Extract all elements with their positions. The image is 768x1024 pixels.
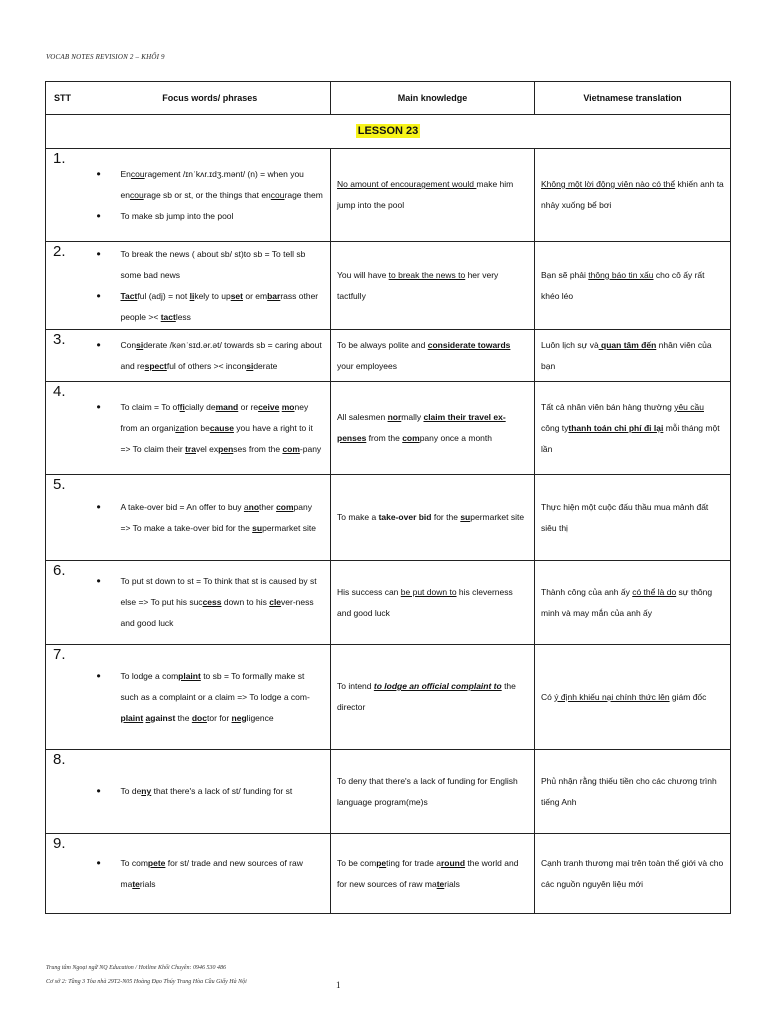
- text-run: fi: [179, 401, 185, 412]
- text-run: His success can: [337, 586, 401, 597]
- text-run: cou: [129, 189, 144, 200]
- main-knowledge-cell: [331, 242, 535, 330]
- col-header-vietnamese: Vietnamese translation: [535, 82, 731, 115]
- focus-item: [90, 397, 325, 460]
- row-number: 2.: [46, 242, 90, 330]
- text-run: take-over bid: [378, 512, 432, 522]
- table-row: [46, 149, 731, 242]
- text-run: to break the news to: [388, 269, 466, 280]
- text-run: your employees: [337, 360, 398, 371]
- text-run: ses from the: [233, 443, 283, 454]
- main-knowledge-cell: [331, 645, 535, 750]
- text-run: cle: [269, 597, 282, 607]
- text-run: cially de: [184, 401, 216, 412]
- text-run: pany => To make a take-over bid for the: [120, 501, 312, 533]
- text-run: To com: [120, 857, 148, 868]
- text-run: No amount of encouragement would: [337, 179, 477, 189]
- text-run: giám đốc: [669, 691, 707, 702]
- text-run: set: [230, 290, 243, 301]
- vietnamese-translation-cell: [535, 149, 731, 242]
- text-run: rials: [444, 878, 460, 889]
- text-run: tor for: [206, 712, 232, 723]
- text-run: ligence: [246, 712, 274, 723]
- text-run: cou: [130, 168, 145, 179]
- text-run: his cleverness and good luck: [337, 586, 513, 618]
- text-run: nhân viên của bạn: [541, 339, 712, 371]
- focus-item: [90, 781, 325, 802]
- text-run: claim their travel ex-penses: [337, 412, 506, 443]
- text-run: te: [132, 878, 140, 889]
- text-run: pete: [147, 857, 166, 868]
- text-run: ceive: [258, 401, 280, 412]
- main-knowledge-cell: [331, 475, 535, 561]
- text-run: cou: [270, 189, 285, 200]
- text-run: ting for trade a: [386, 857, 441, 868]
- text-run: or re: [238, 401, 259, 412]
- text-run: rage them: [284, 189, 323, 200]
- text-run: To be com: [337, 857, 377, 868]
- table-row: [46, 645, 731, 750]
- text-run: To make sb jump into the pool: [120, 210, 234, 221]
- text-run: mand: [215, 401, 239, 412]
- focus-item: [90, 571, 325, 634]
- text-run: gainst: [150, 712, 176, 723]
- text-run: to lodge an official complaint to: [373, 681, 502, 691]
- text-run: li: [189, 290, 195, 301]
- text-run: To deny that there's a lack of funding for English language program(me)s: [337, 775, 518, 807]
- vietnamese-translation-cell: [535, 242, 731, 330]
- col-header-focus: Focus words/ phrases: [90, 82, 331, 115]
- text-run: có thể là do: [632, 586, 677, 597]
- text-run: ful (adj) = not: [137, 290, 190, 301]
- focus-item: [90, 335, 325, 377]
- text-run: Bạn sẽ phải: [541, 269, 589, 280]
- text-run: To de: [120, 786, 142, 796]
- text-run: Không một lời động viên nào có thể: [541, 179, 676, 189]
- footer-hotline: Trung tâm Ngoại ngữ NQ Education / Hotline Khối Chuyên: 0946 530 486: [46, 965, 226, 971]
- text-run: A take-over bid = An offer to buy: [120, 501, 244, 512]
- table-header-row: [46, 82, 731, 115]
- text-run: To put st down to st = To think that st is caused by st else => To put his suc: [120, 576, 317, 607]
- table-row: [46, 561, 731, 645]
- text-run: round: [440, 857, 466, 868]
- text-run: Có: [541, 691, 555, 702]
- text-run: rials: [139, 878, 156, 889]
- text-run: khiến anh ta nhảy xuống bể bơi: [541, 179, 724, 210]
- text-run: permarket site: [470, 512, 525, 522]
- text-run: quan tâm đến: [598, 339, 657, 350]
- text-run: ney from an organi: [120, 401, 309, 433]
- text-run: her very tactfully: [337, 269, 499, 301]
- text-run: si: [136, 339, 144, 350]
- text-run: thông báo tin xấu: [588, 269, 654, 280]
- focus-cell: [90, 330, 331, 382]
- focus-cell: [90, 750, 331, 834]
- text-run: Phủ nhận rằng thiếu tiền cho các chương trình tiếng Anh: [541, 775, 717, 807]
- footer-address: Cơ sở 2: Tầng 3 Tòa nhà 29T2-N05 Hoàng Đạo Thúy Trung Hòa Cầu Giấy Hà Nội: [46, 979, 247, 985]
- focus-item: [90, 497, 325, 539]
- focus-cell: [90, 561, 331, 645]
- text-run: To make a: [337, 512, 379, 522]
- text-run: ý định khiếu nại chính thức lên: [554, 691, 670, 702]
- text-run: make him jump into the pool: [337, 179, 514, 210]
- text-run: ny: [141, 786, 152, 796]
- main-knowledge-cell: [331, 149, 535, 242]
- text-run: com: [402, 433, 420, 443]
- text-run: or em: [243, 290, 268, 301]
- vietnamese-translation-cell: [535, 834, 731, 914]
- text-run: -pany: [299, 443, 322, 454]
- focus-item: [90, 164, 325, 206]
- text-run: You will have: [337, 269, 389, 280]
- vietnamese-translation-cell: [535, 382, 731, 475]
- table-row: [46, 475, 731, 561]
- text-run: the: [175, 712, 192, 723]
- text-run: no: [248, 501, 260, 512]
- text-run: mo: [281, 401, 295, 412]
- text-run: tact: [160, 311, 176, 322]
- text-run: Thực hiện một cuộc đấu thầu mua mảnh đất siêu thị: [541, 501, 709, 533]
- table-row: [46, 834, 731, 914]
- text-run: Cạnh tranh thương mại trên toàn thế giới và cho các nguồn nguyên liệu mới: [541, 857, 724, 889]
- text-run: that there's a lack of st/ funding for st: [151, 786, 293, 796]
- text-run: rage sb or st, or the things that en: [143, 189, 271, 200]
- text-run: To be always polite and: [337, 339, 428, 350]
- text-run: To lodge a com: [120, 670, 179, 681]
- text-run: cho cô ấy rất khéo léo: [541, 269, 705, 301]
- text-run: si: [246, 360, 254, 371]
- focus-cell: [90, 149, 331, 242]
- text-run: cause: [209, 422, 234, 433]
- lesson-row: [46, 115, 731, 149]
- text-run: com: [276, 501, 294, 512]
- focus-cell: [90, 242, 331, 330]
- text-run: com: [282, 443, 300, 454]
- text-run: To break the news ( about sb/ st)to sb = To tell sb some bad news: [120, 248, 306, 280]
- text-run: from the: [366, 433, 403, 443]
- text-run: Con: [120, 339, 137, 350]
- text-run: yêu cầu: [674, 401, 704, 412]
- vocab-table: [45, 81, 731, 914]
- table-row: [46, 242, 731, 330]
- text-run: derate /kənˈsɪd.ər.ət/ towards sb = caring about and re: [120, 339, 322, 371]
- focus-cell: [90, 382, 331, 475]
- text-run: ful of others >< incon: [166, 360, 247, 371]
- vietnamese-translation-cell: [535, 330, 731, 382]
- text-run: the director: [337, 681, 516, 712]
- main-knowledge-cell: [331, 834, 535, 914]
- row-number: 3.: [46, 330, 90, 382]
- focus-cell: [90, 834, 331, 914]
- row-number: 5.: [46, 475, 90, 561]
- text-run: less: [175, 311, 191, 322]
- text-run: sự thông minh và may mắn của anh ấy: [541, 586, 713, 618]
- text-run: mally: [401, 412, 424, 422]
- table-row: [46, 382, 731, 475]
- text-run: ther: [259, 501, 277, 512]
- text-run: you have a right to it => To claim their: [120, 422, 313, 454]
- text-run: doc: [191, 712, 207, 723]
- row-number: 6.: [46, 561, 90, 645]
- row-number: 1.: [46, 149, 90, 242]
- table-row: [46, 750, 731, 834]
- text-run: a: [145, 712, 151, 723]
- row-number: 7.: [46, 645, 90, 750]
- vietnamese-translation-cell: [535, 475, 731, 561]
- text-run: pe: [376, 857, 387, 868]
- focus-item: [90, 853, 325, 895]
- main-knowledge-cell: [331, 750, 535, 834]
- text-run: for the: [431, 512, 461, 522]
- page-number: 1: [336, 980, 341, 990]
- text-run: tion be: [184, 422, 210, 433]
- vietnamese-translation-cell: [535, 750, 731, 834]
- text-run: to sb = To formally make st such as a complaint or a claim => To lodge a com-: [120, 670, 310, 702]
- text-run: thanh toán chi phí đi lại: [568, 422, 664, 433]
- text-run: To claim = To of: [120, 401, 180, 412]
- focus-item: [90, 244, 325, 286]
- text-run: za: [175, 422, 185, 433]
- text-run: En: [120, 168, 131, 179]
- text-run: be put down to: [400, 586, 457, 597]
- text-run: To intend: [337, 681, 374, 691]
- table-row: [46, 330, 731, 382]
- row-number: 8.: [46, 750, 90, 834]
- text-run: nor: [387, 412, 402, 422]
- text-run: công ty: [541, 422, 569, 433]
- text-run: te: [436, 878, 445, 889]
- text-run: Tact: [120, 290, 138, 301]
- focus-item: [90, 286, 325, 328]
- col-header-stt: STT: [46, 82, 90, 115]
- text-run: derate: [253, 360, 278, 371]
- text-run: rass other people ><: [120, 290, 319, 322]
- text-run: Luôn lịch sự và: [541, 339, 599, 350]
- text-run: Tất cả nhân viên bán hàng thường: [541, 401, 675, 412]
- text-run: bar: [267, 290, 281, 301]
- text-run: ver-ness and good luck: [120, 597, 314, 628]
- text-run: cess: [202, 597, 222, 607]
- text-run: spect: [144, 360, 167, 371]
- col-header-main: Main knowledge: [331, 82, 535, 115]
- lesson-title: LESSON 23: [357, 125, 419, 137]
- text-run: considerate towards: [427, 339, 511, 350]
- focus-item: [90, 206, 325, 227]
- focus-cell: [90, 645, 331, 750]
- text-run: down to his: [221, 597, 270, 607]
- text-run: permarket site: [262, 522, 316, 533]
- main-knowledge-cell: [331, 561, 535, 645]
- row-number: 4.: [46, 382, 90, 475]
- vietnamese-translation-cell: [535, 561, 731, 645]
- text-run: tra: [185, 443, 196, 454]
- text-run: plaint: [120, 712, 144, 723]
- text-run: the world and for new sources of raw ma: [337, 857, 519, 889]
- text-run: a: [243, 501, 249, 512]
- vietnamese-translation-cell: [535, 645, 731, 750]
- main-knowledge-cell: [331, 382, 535, 475]
- text-run: pen: [218, 443, 234, 454]
- text-run: for st/ trade and new sources of raw ma: [120, 857, 303, 889]
- text-run: kely to up: [194, 290, 231, 301]
- text-run: su: [460, 512, 471, 522]
- text-run: mỗi tháng một lần: [541, 422, 720, 454]
- text-run: neg: [231, 712, 247, 723]
- text-run: pany once a month: [419, 433, 492, 443]
- text-run: ragement /ɪnˈkʌr.ɪdʒ.mənt/ (n) = when you en: [120, 168, 304, 200]
- text-run: Thành công của anh ấy: [541, 586, 633, 597]
- text-run: plaint: [178, 670, 201, 681]
- main-knowledge-cell: [331, 330, 535, 382]
- text-run: su: [252, 522, 263, 533]
- row-number: 9.: [46, 834, 90, 914]
- text-run: vel ex: [195, 443, 219, 454]
- focus-item: [90, 666, 325, 729]
- focus-cell: [90, 475, 331, 561]
- text-run: All salesmen: [337, 412, 388, 422]
- document-header: VOCAB NOTES REVISION 2 – KHỐI 9: [46, 53, 165, 61]
